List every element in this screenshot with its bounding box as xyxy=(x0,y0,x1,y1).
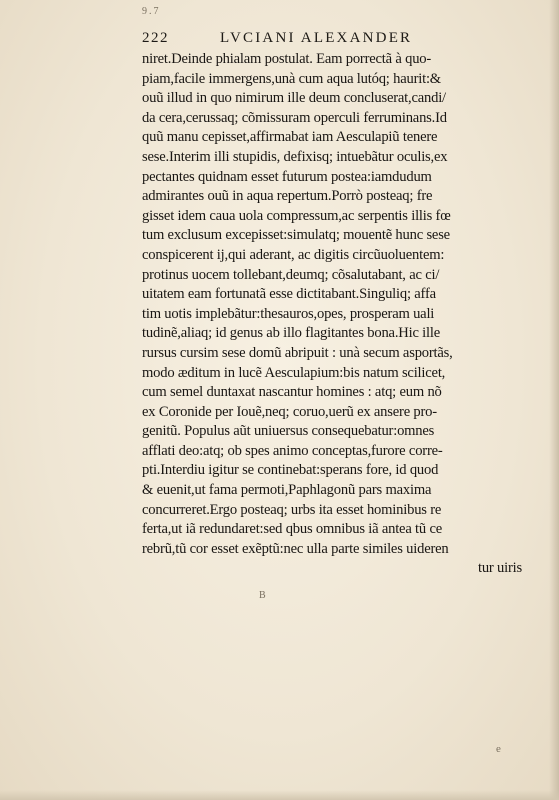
text-line: tum exclusum excepisset:simulatq; mouentẽ hunc sese xyxy=(142,227,450,244)
text-line: niret.Deinde phialam postulat. Eam porrectã à quo- xyxy=(142,51,432,67)
text-line: conspicerent ij,qui aderant, ac digitis circũuoluentem: xyxy=(142,246,445,263)
text-line-catchword: tur uiris xyxy=(477,560,522,577)
page-header xyxy=(134,30,534,50)
text-line: gisset idem caua uola compressum,ac serpentis illis fœ xyxy=(142,207,451,224)
text-line: tudinẽ,aliaq; id genus ab illo flagitantes bona.Hic ille xyxy=(142,325,441,342)
page-edge-shadow xyxy=(549,0,559,800)
top-margin-mark: 9.7 xyxy=(142,6,161,17)
text-line: genitũ. Populus aũt uniuersus consequebatur:omnes xyxy=(142,423,435,440)
text-line: ex Coronide per Iouẽ,neq; coruo,uerũ ex ansere pro- xyxy=(142,403,437,420)
text-line: concurreret.Ergo posteaq; urbs ita esset hominibus re xyxy=(142,501,442,518)
page-bottom-shadow xyxy=(0,790,559,800)
text-line: pti.Interdiu igitur se continebat:sperans fore, id quod xyxy=(142,462,439,479)
text-line: modo æditum in lucẽ Aesculapium:bis natum scilicet, xyxy=(142,364,446,381)
corner-mark: e xyxy=(496,743,501,755)
text-line: ferta,ut iã redundaret:sed qbus omnibus iã antea tũ ce xyxy=(142,521,443,538)
body-text xyxy=(142,50,522,579)
text-line: sese.Interim illi stupidis, defixisq; intuebãtur oculis,ex xyxy=(142,148,448,165)
text-line: rursus cursim sese domũ abripuit : unà secum asportãs, xyxy=(142,344,453,361)
text-line: afflati deo:atq; ob spes animo conceptas,furore corre- xyxy=(142,442,443,459)
text-line: pectantes quidnam esset futurum postea:iamdudum xyxy=(142,168,432,185)
text-line: cum semel duntaxat nascantur homines : atq; eum nõ xyxy=(142,384,442,401)
text-line: quũ manu cepisset,affirmabat iam Aesculapiũ tenere xyxy=(142,129,438,146)
text-line: uitatem eam fortunatã esse dictitabant.Singuliq; affa xyxy=(142,286,436,303)
running-head: LVCIANI ALEXANDER xyxy=(220,30,413,46)
text-line: tim uotis implebãtur:thesauros,opes, prosperam uali xyxy=(142,305,435,322)
signature-mark: B xyxy=(259,590,266,601)
text-line: admirantes ouũ in aqua repertum.Porrò posteaq; fre xyxy=(142,188,433,205)
text-line: piam,facile immergens,unà cum aqua lutóq; haurit:& xyxy=(142,70,441,87)
text-line: rebrũ,tũ cor esset exẽptũ:nec ulla parte similes uideren xyxy=(142,540,449,557)
page-number: 222 xyxy=(142,30,169,46)
text-line: da cera,cerussaq; cõmissuram operculi ferruminans.Id xyxy=(142,109,447,126)
text-line: protinus uocem tollebant,deumq; cõsalutabant, ac ci/ xyxy=(142,266,440,283)
text-line: & euenit,ut fama permoti,Paphlagonũ pars maxima xyxy=(142,482,432,499)
text-line: ouũ illud in quo nimirum ille deum concluserat,candi/ xyxy=(142,90,446,107)
